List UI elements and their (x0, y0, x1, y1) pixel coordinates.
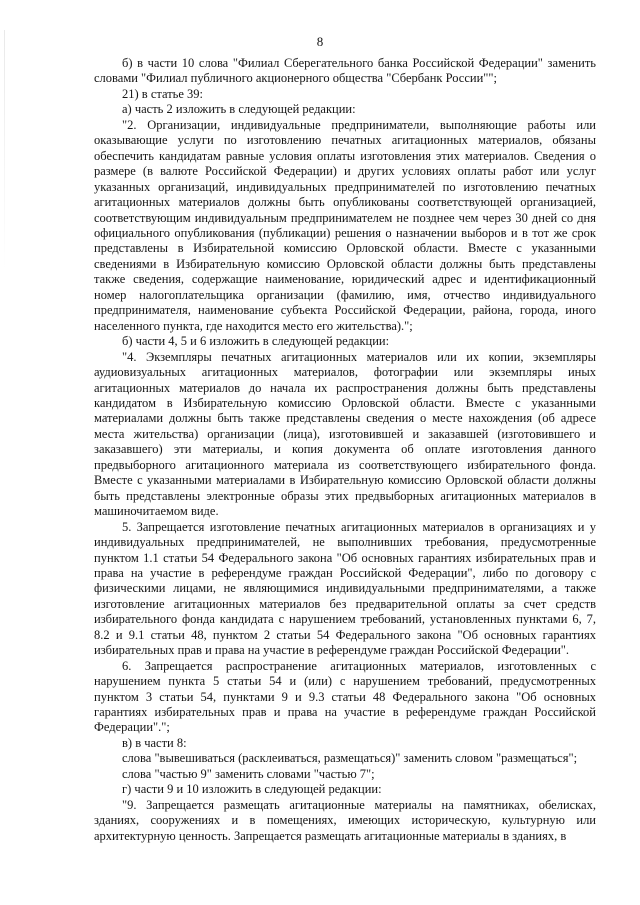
paragraph-part-8-words-2: слова "частью 9" заменить словами "частью 7"; (122, 766, 375, 781)
document-body (94, 56, 596, 844)
paragraph-part-4-text: "4. Экземпляры печатных агитационных материалов или их копии, экземпляры аудиовизуальных агитационных материалов, фотографии или экземпляры иных агитационных материалов до начала их распространения должны быть представлены кандидатом в Избирательную комиссию Орловской области. Вместе с указанными материалами должны быть также представлены сведения о месте нахождения (об адресе места жительства) организации (лица), изготовившей и заказавшей (изготовившего и заказавшего) эти материалы, и копия документа об оплате изготовления данного предвыборного агитационного материала из соответствующего избирательного фонда. Вместе с указанными материалами в Избирательную комиссию Орловской области должны быть представлены электронные образы этих предвыборных агитационных материалов в машиночитаемом виде. (94, 349, 596, 519)
page-number: 8 (316, 34, 324, 49)
paragraph-part-6-text: 6. Запрещается распространение агитационных материалов, изготовленных с нарушением пункта 5 статьи 54 и (или) с нарушением требований, предусмотренных пунктом 3 статьи 54, пунктами 9 и 9.3 статьи 48 Федерального закона "Об основных гарантиях избирательных прав и права на участие в референдуме граждан Российской Федерации"."; (94, 658, 596, 735)
paragraph-part-8-words-1: слова "вывешиваться (расклеиваться, размещаться)" заменить словом "размещаться"; (122, 751, 578, 766)
paragraph-article-39-heading: 21) в статье 39: (122, 86, 204, 101)
paragraph-part-2-text: "2. Организации, индивидуальные предприниматели, выполняющие работы или оказывающие услуги по изготовлению печатных агитационных материалов, обязаны обеспечить кандидатам равные условия оплаты изготовления этих материалов. Сведения о размере (в валюте Российской Федерации) и других условиях оплаты работ или услуг указанных организаций, индивидуальных предпринимателей по изготовлению печатных агитационных материалов должны быть опубликованы соответствующей организацией, соответствующим индивидуальным предпринимателем не позднее чем через 30 дней со дня официального опубликования (публикации) решения о назначении выборов и в тот же срок представлены в Избирательной комиссию Орловской области. Вместе с указанными сведениями в Избирательную комиссию Орловской области должны быть представлены также сведения, содержащие наименование, юридический адрес и идентификационный номер налогоплательщика организации (фамилию, имя, отчество индивидуального предпринимателя, наименование субъекта Российской Федерации, района, города, иного населенного пункта, где находится место его жительства)."; (94, 117, 596, 333)
scan-edge-shadow (4, 30, 5, 270)
paragraph-part-5-text: 5. Запрещается изготовление печатных агитационных материалов в организациях и у индивидуальных предпринимателей, не выполнивших требования, предусмотренные пунктом 1.1 статьи 54 Федерального закона "Об основных гарантиях избирательных прав и права на участие в референдуме граждан Российской Федерации", либо по договору с физическими лицами, не являющимися индивидуальными предпринимателями, а также изготовление агитационных материалов без предварительной оплаты за счет средств избирательного фонда кандидата с нарушением требований, установленных пунктами 6, 7, 8.2 и 9.1 статьи 48, пунктом 2 статьи 54 Федерального закона "Об основных гарантиях избирательных прав и права на участие в референдуме граждан Российской Федерации". (94, 519, 596, 658)
paragraph-part-10-replacement: б) в части 10 слова "Филиал Сберегательного банка Российской Федерации" заменить словами "Филиал публичного акционерного общества "Сбербанк России""; (94, 56, 596, 86)
paragraph-part-9-text: "9. Запрещается размещать агитационные материалы на памятниках, обелисках, зданиях, сооружениях и в помещениях, имеющих историческую, культурную или архитектурную ценность. Запрещается размещать агитационные материалы в зданиях, в (94, 797, 596, 843)
paragraph-parts-4-5-6-intro: б) части 4, 5 и 6 изложить в следующей редакции: (122, 334, 390, 349)
paragraph-part-8-intro: в) в части 8: (122, 735, 187, 750)
paragraph-parts-9-10-intro: г) части 9 и 10 изложить в следующей редакции: (122, 782, 382, 797)
paragraph-part-2-intro: а) часть 2 изложить в следующей редакции: (122, 102, 356, 117)
